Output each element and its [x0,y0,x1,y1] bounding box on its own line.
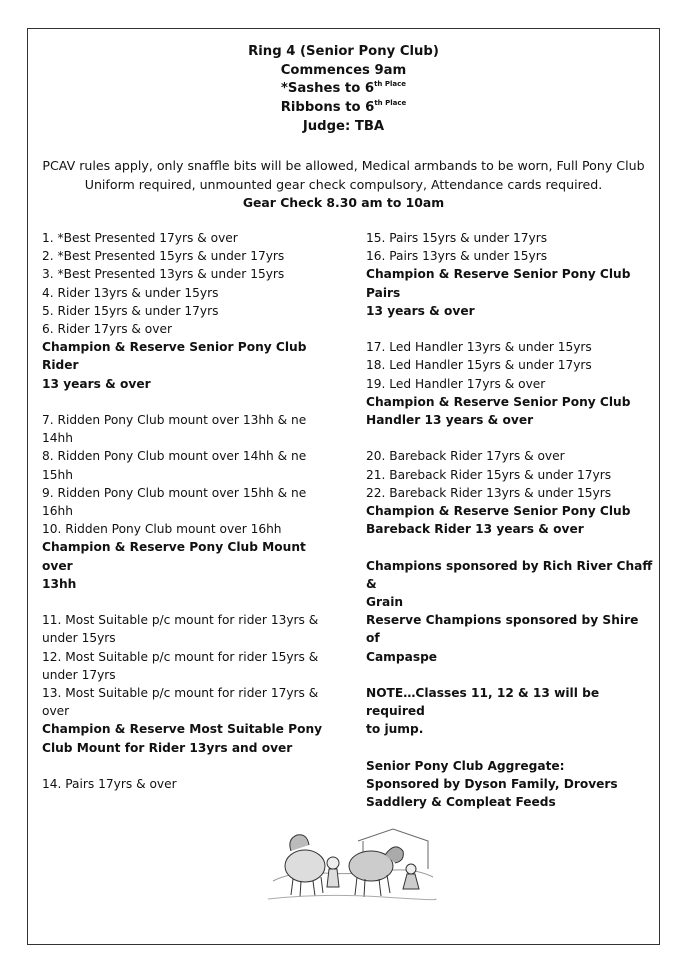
left-column [42,229,332,793]
champion-heading: 13 years & over [366,303,475,318]
commences-time: Commences 9am [280,62,407,78]
class-item: 22. Bareback Rider 13yrs & under 15yrs [366,485,612,500]
champion-heading: Champion & Reserve Senior Pony Club [366,504,631,519]
note-line: to jump. [366,722,424,737]
class-item: 15hh [42,467,73,482]
class-item: 20. Bareback Rider 17yrs & over [366,449,565,464]
rules-block [36,157,651,213]
class-item: 6. Rider 17yrs & over [42,322,172,337]
sashes-line: *Sashes to $6^{th Place}$ [281,80,406,97]
class-item: 19. Led Handler 17yrs & over [366,376,546,391]
class-item: 17. Led Handler 13yrs & under 15yrs [366,340,592,355]
class-item: under 15yrs [42,631,116,646]
note-line: NOTE…Classes 11, 12 & 13 will be required [366,686,600,719]
class-item: 1. *Best Presented 17yrs & over [42,231,238,245]
class-item: 21. Bareback Rider 15yrs & under 17yrs [366,467,612,482]
champion-heading: Club Mount for Rider 13yrs and over [42,740,293,755]
aggregate-line: Saddlery & Compleat Feeds [366,795,556,810]
sponsor-line: Champions sponsored by Rich River Chaff & [366,558,653,591]
rules-line-2: Uniform required, unmounted gear check compulsory, Attendance cards required. [84,176,603,192]
pony-illustration [263,811,439,907]
class-item: 3. *Best Presented 13yrs & under 15yrs [42,267,285,282]
aggregate-line: Senior Pony Club Aggregate: [366,758,565,773]
class-item: 18. Led Handler 15yrs & under 17yrs [366,358,592,373]
rules-line-1: PCAV rules apply, only snaffle bits will be allowed, Medical armbands to be worn, Full Pony Club [42,158,645,173]
class-item: 5. Rider 15yrs & under 17yrs [42,303,219,318]
class-item: 9. Ridden Pony Club mount over 15hh & ne [42,485,307,500]
class-item: 4. Rider 13yrs & under 15yrs [42,285,219,300]
aggregate-line: Sponsored by Dyson Family, Drovers [366,777,618,792]
champion-heading: Champion & Reserve Most Suitable Pony [42,722,323,737]
champion-heading: Champion & Reserve Pony Club Mount over [42,540,306,573]
class-item: 16. Pairs 13yrs & under 15yrs [366,249,548,264]
class-item: 16hh [42,504,73,519]
champion-heading: Champion & Reserve Senior Pony Club Pairs [366,267,631,300]
sponsor-line: Campaspe [366,649,438,664]
class-item: 11. Most Suitable p/c mount for rider 13yrs & [42,613,319,628]
class-item: over [42,704,70,719]
champion-heading: 13 years & over [42,376,151,391]
ribbons-line: Ribbons to $6^{th Place}$ [280,99,407,116]
gear-check: Gear Check 8.30 am to 10am [242,195,445,210]
class-item: 2. *Best Presented 15yrs & under 17yrs [42,249,285,264]
ring-title: Ring 4 (Senior Pony Club) [248,44,439,59]
champion-heading: Handler 13 years & over [366,413,534,428]
judge-line: Judge: TBA [302,118,385,134]
class-item: 13. Most Suitable p/c mount for rider 17yrs & [42,686,319,701]
sponsor-line: Reserve Champions sponsored by Shire of [366,613,639,646]
class-item: 14hh [42,431,73,446]
class-item: under 17yrs [42,667,116,682]
champion-heading: Champion & Reserve Senior Pony Club [366,394,631,409]
class-item: 8. Ridden Pony Club mount over 14hh & ne [42,449,307,464]
class-item: 10. Ridden Pony Club mount over 16hh [42,522,282,537]
champion-heading: 13hh [42,576,77,591]
champion-heading: Bareback Rider 13 years & over [366,522,584,537]
header [28,43,659,137]
class-item: 15. Pairs 15yrs & under 17yrs [366,231,548,245]
right-column [366,229,656,811]
sponsor-line: Grain [366,595,404,610]
class-item: 7. Ridden Pony Club mount over 13hh & ne [42,413,307,428]
class-item: 12. Most Suitable p/c mount for rider 15yrs & [42,649,319,664]
class-item: 14. Pairs 17yrs & over [42,777,177,792]
champion-heading: Champion & Reserve Senior Pony Club Rider [42,340,307,373]
page-border [27,28,660,945]
